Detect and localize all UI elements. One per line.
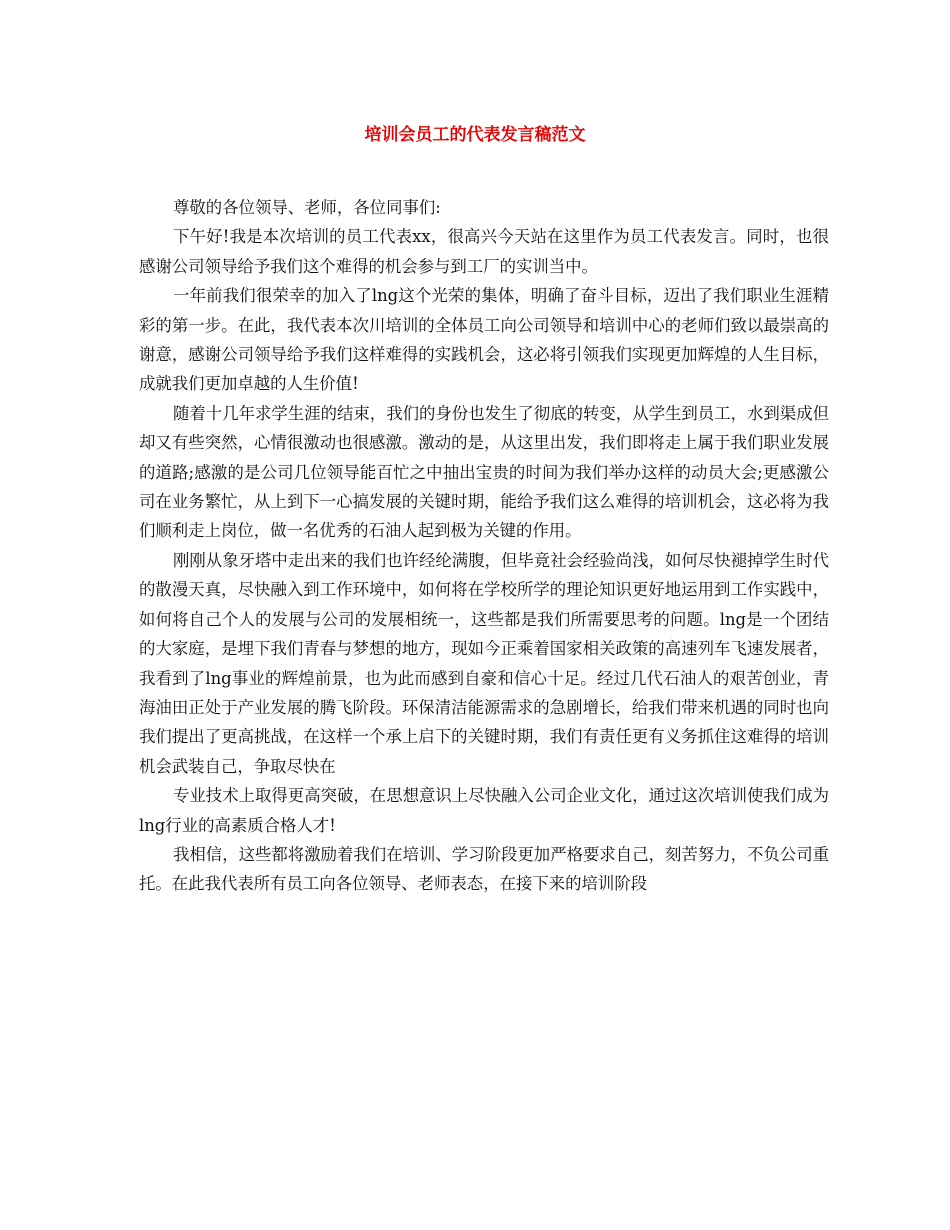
paragraph-commitment: 我相信，这些都将激励着我们在培训、学习阶段更加严格要求自己，刻苦努力，不负公司重托。在此我代表所有员工向各位领导、老师表态，在接下来的培训阶段 bbox=[139, 844, 829, 894]
document-body bbox=[139, 193, 829, 899]
paragraph-greeting: 尊敬的各位领导、老师，各位同事们: bbox=[173, 198, 441, 217]
document-title: 培训会员工的代表发言稿范文 bbox=[364, 125, 586, 145]
paragraph-gratitude: 一年前我们很荣幸的加入了lng这个光荣的集体，明确了奋斗目标，迈出了我们职业生涯精彩的第一步。在此，我代表本次川培训的全体员工向公司领导和培训中心的老师们致以最崇高的谢意，感谢公司领导给予我们这样难得的实践机会，这必将引领我们实现更加辉煌的人生目标，成就我们更加卓越的人生价值! bbox=[139, 286, 829, 394]
paragraph-challenges: 刚刚从象牙塔中走出来的我们也许经纶满腹，但毕竟社会经验尚浅，如何尽快褪掉学生时代的散漫天真，尽快融入到工作环境中，如何将在学校所学的理论知识更好地运用到工作实践中，如何将自己个人的发展与公司的发展相统一，这些都是我们所需要思考的问题。lng是一个团结的大家庭，是埋下我们青春与梦想的地方，现如今正乘着国家相关政策的高速列车飞速发展者，我看到了lng事业的辉煌前景，也为此而感到自豪和信心十足。经过几代石油人的艰苦创业，青海油田正处于产业发展的腾飞阶段。环保清洁能源需求的急剧增长，给我们带来机遇的同时也向我们提出了更高挑战，在这样一个承上启下的关键时期，我们有责任更有义务抓住这难得的培训机会武装自己，争取尽快在 bbox=[139, 550, 829, 776]
paragraph-transition: 随着十几年求学生涯的结束，我们的身份也发生了彻底的转变，从学生到员工，水到渠成但却又有些突然，心情很激动也很感激。激动的是，从这里出发，我们即将走上属于我们职业发展的道路;感激的是公司几位领导能百忙之中抽出宝贵的时间为我们举办这样的动员大会;更感激公司在业务繁忙，从上到下一心搞发展的关键时期，能给予我们这么难得的培训机会，这必将为我们顺利走上岗位，做一名优秀的石油人起到极为关键的作用。 bbox=[139, 403, 829, 541]
paragraph-introduction: 下午好!我是本次培训的员工代表xx，很高兴今天站在这里作为员工代表发言。同时，也很感谢公司领导给予我们这个难得的机会参与到工厂的实训当中。 bbox=[139, 227, 829, 276]
paragraph-goals: 专业技术上取得更高突破，在思想意识上尽快融入公司企业文化，通过这次培训使我们成为lng行业的高素质合格人才! bbox=[139, 786, 829, 835]
